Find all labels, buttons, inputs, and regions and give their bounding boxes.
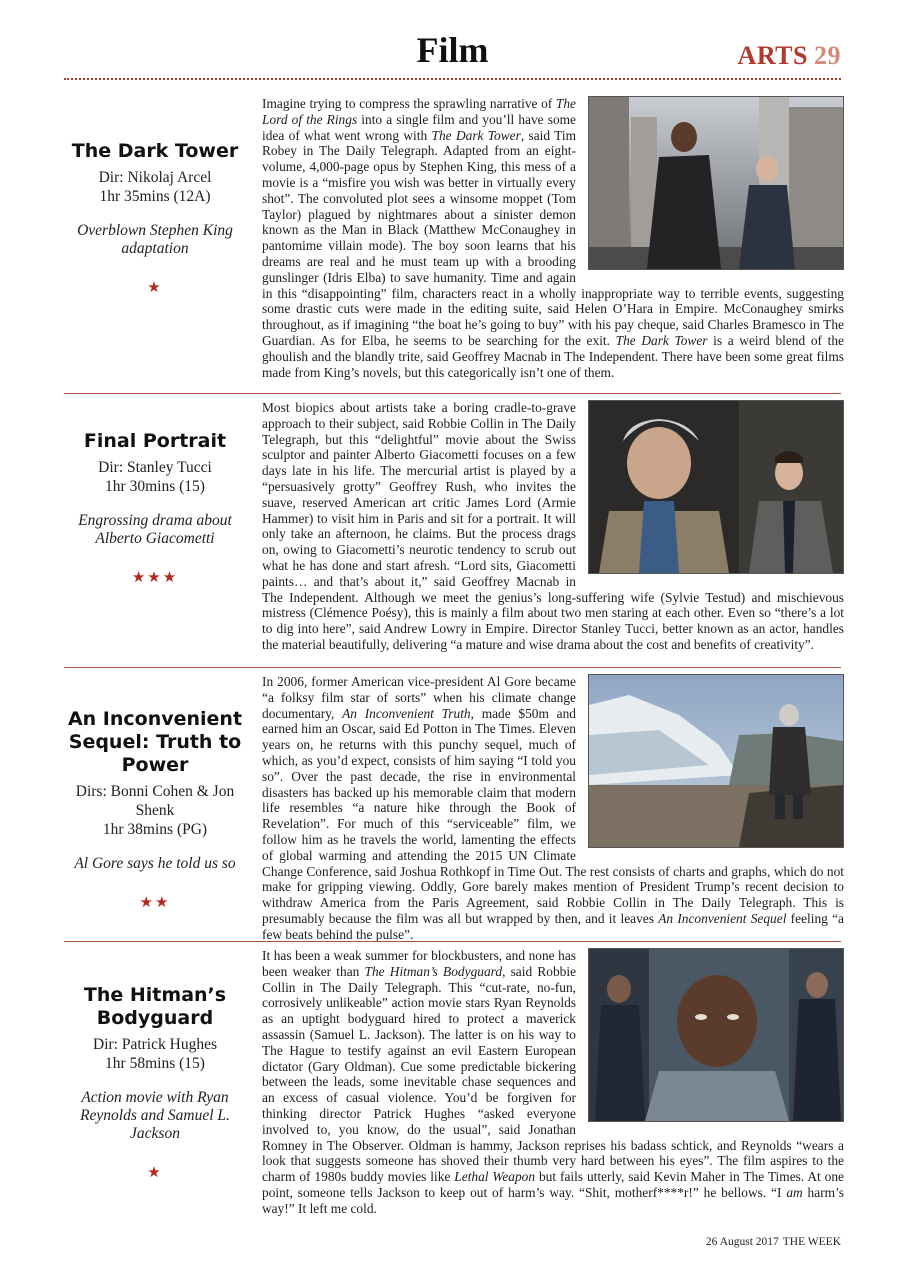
- italic-title: An Inconvenient Sequel: [658, 910, 787, 926]
- divider: [64, 941, 841, 942]
- review-sidebar: [64, 984, 246, 1182]
- film-still: [588, 948, 844, 1122]
- italic-title: Lethal Weapon: [454, 1169, 536, 1185]
- star-rating: ★: [147, 1165, 163, 1181]
- film-still: [588, 674, 844, 848]
- body-segment: Most biopics about artists take a boring cradle-to-grave approach to their subject, said Robbie Collin in The Daily Telegraph, but this “delightful” movie about the Swiss sculptor and painter Alberto Giacometti focuses on a few days late in his life. The mercurial artist is played by a “persuasively grotty” Geoffrey Rush, who invites the suave, reserved American art critic James Lord (Armie Hammer) to visit him in Paris and sit for a portrait. It will only take an afternoon, he claims. But the process drags on, owing to Giacometti’s neurotic tendency to scrub out what he has done and start afresh. “Lord sits, Giacometti paints… and that’s about it,” said Geoffrey Macnab in The Independent. Although we meet the genius’s long-suffering wife (Sylvie Testud) and mischievous mistress (Clémence Poésy), this is mainly a film about two men staring at each other. Even so “there’s a lot to dig into here”, said Andrew Lowry in Empire. Director Stanley Tucci, better known as an actor, handles the material beautifully, delivering “a mature and wise drama about the cost and benefits of creativity”.: [262, 400, 844, 652]
- film-still: [588, 400, 844, 574]
- body-segment: feeling “a few beats behind the pulse”.: [262, 910, 844, 942]
- body-segment: into a single film and you’ll have some idea of what went wrong with: [262, 111, 576, 143]
- film-still-image: [589, 949, 843, 1121]
- review-inconvenient-sequel: [64, 674, 844, 942]
- film-runtime: 1hr 38mins (PG): [102, 821, 208, 838]
- film-verdict: Engrossing drama about Alberto Giacometti: [78, 512, 232, 547]
- body-segment: In 2006, former American vice-president Al Gore became “a folksy film star of sorts” when his climate change documentary,: [262, 674, 576, 721]
- film-title: Final Portrait: [83, 430, 227, 452]
- body-segment: is a weird blend of the ghoulish and the blandly trite, said Geoffrey Macnab in The Independent. There have been some great films made from King’s novels, but this categorically isn’t one of them.: [262, 332, 844, 380]
- review-sidebar: [64, 708, 246, 912]
- footer-date: 26 August 2017: [705, 1236, 779, 1248]
- review-dark-tower: [64, 96, 844, 386]
- body-segment: , said Tim Robey in The Daily Telegraph. Adapted from an eight-volume, 4,000-page opus by Stephen King, this mess of a movie is a “misfire you wish was better in virtually every shot”. The convoluted plot sees a winsome moppet (Tom Taylor) plagued by nightmares about a sinister demon known as the Man in Black (Matthew McConaughey in pantomime villain mode). The boy soon learns that his dreams are real and he must team up with a brooding gunslinger (Idris Elba) to save humanity. Time and again in this “disappointing” film, characters react in a wholly inappropriate way to terrible events, suggesting some drastic cuts were made in the editing suite, said Helen O’Hara in Empire. McConaughey smirks throughout, as if imagining “the boat he’s going to buy” with his pay cheque, said Charles Bramesco in The Guardian. As for Elba, he seems to be searching for the exit.: [262, 127, 844, 348]
- footer-publication: THE WEEK: [782, 1236, 841, 1248]
- film-director: Dir: Stanley Tucci: [98, 459, 212, 476]
- film-verdict: Action movie with Ryan Reynolds and Samuel L. Jackson: [80, 1089, 230, 1142]
- page-title: Film: [416, 30, 489, 70]
- film-still-image: [589, 401, 843, 573]
- film-verdict: Overblown Stephen King adaptation: [77, 222, 233, 257]
- review-body: [262, 948, 844, 1217]
- italic-title: The Dark Tower: [615, 332, 708, 348]
- body-segment: , said Robbie Collin in The Daily Telegraph. This “cut-rate, no-fun, corrosively unlikeable” action movie stars Ryan Reynolds as an uptight bodyguard hired to protect a maverick assassin (Samuel L. Jackson). The latter is on his way to The Hague to testify against an evil Eastern European dictator (Gary Oldman). Cue some predictable bickering between the leads, some inevitable chase sequences and an excess of casual violence. You’d be forgiven for thinking director Patrick Hughes “asked everyone involved to, you know, do the usual”, said Jonathan Romney in The Observer. Oldman is hammy, Jackson reprises his badass schtick, and Reynolds “wears a look that suggests someone has shoved their thumb very hard between his eyes”. The film aspires to the charm of 1980s buddy movies like: [262, 963, 844, 1185]
- star-rating: ★: [147, 280, 163, 296]
- film-runtime: 1hr 30mins (15): [105, 478, 205, 495]
- body-segment: but fails utterly, said Kevin Maher in The Times. At one point, someone tells Jackson to keep out of harm’s way. “Shit, motherf****r!” he bellows. “I: [262, 1169, 844, 1200]
- body-segment: , made $50m and earned him an Oscar, said Ed Potton in The Times. Eleven years on, he returns with this punchy sequel, much of which, as you’d expect, consists of him saying “I told you so”. Over the past decade, the rise in environmental disasters has backed up his memorable claim that modern life resembles “a nature hike through the Book of Revelation”. For much of this “serviceable” film, we follow him as he travels the world, lamenting the effects of global warming and attending the 2015 UN Climate Change Conference, said Joshua Rothkopf in Time Out. The rest consists of charts and graphs, which do not make for gripping viewing. Oddly, Gore barely makes mention of President Trump’s recent decision to withdraw America from the Paris Agreement, said Robbie Collin in The Daily Telegraph. This is presumably because the film was all but wrapped by then, and it leaves: [262, 705, 844, 926]
- body-segment: Imagine trying to compress the sprawling narrative of: [262, 96, 556, 111]
- film-title: The Hitman’s Bodyguard: [83, 984, 227, 1029]
- film-runtime: 1hr 35mins (12A): [99, 188, 211, 205]
- italic-title: am: [786, 1184, 803, 1200]
- section-name: ARTS: [737, 41, 808, 70]
- film-still-image: [589, 675, 843, 847]
- star-rating: ★★: [139, 895, 171, 911]
- page-footer: [702, 1236, 841, 1248]
- italic-title: The Hitman’s Bodyguard: [364, 963, 503, 979]
- film-director: Dir: Nikolaj Arcel: [98, 169, 212, 186]
- film-verdict: Al Gore says he told us so: [74, 855, 236, 872]
- review-body: [262, 674, 844, 943]
- review-sidebar: [64, 430, 246, 587]
- divider: [64, 667, 841, 668]
- review-body: [262, 96, 844, 380]
- review-final-portrait: [64, 400, 844, 662]
- section-label: [738, 40, 841, 72]
- body-segment: It has been a weak summer for blockbusters, and none has been weaker than: [262, 948, 576, 979]
- review-body: [262, 400, 844, 653]
- film-still-image: [589, 97, 843, 269]
- italic-title: The Lord of the Rings: [262, 96, 576, 127]
- review-hitmans-bodyguard: [64, 948, 844, 1218]
- italic-title: An Inconvenient Truth: [342, 705, 471, 721]
- film-director: Dirs: Bonni Cohen & Jon Shenk: [75, 783, 235, 819]
- italic-title: The Dark Tower: [431, 127, 521, 143]
- divider: [64, 393, 841, 394]
- page-number: 29: [814, 41, 841, 70]
- film-title: The Dark Tower: [71, 140, 239, 162]
- star-rating: ★★★: [131, 570, 179, 586]
- review-sidebar: [64, 140, 246, 297]
- body-segment: harm’s way!” It left me cold.: [262, 1184, 844, 1216]
- film-title: An Inconvenient Sequel: Truth to Power: [67, 708, 243, 776]
- header-rule: [64, 78, 841, 80]
- film-director: Dir: Patrick Hughes: [93, 1036, 217, 1053]
- film-runtime: 1hr 58mins (15): [105, 1055, 205, 1072]
- film-still: [588, 96, 844, 270]
